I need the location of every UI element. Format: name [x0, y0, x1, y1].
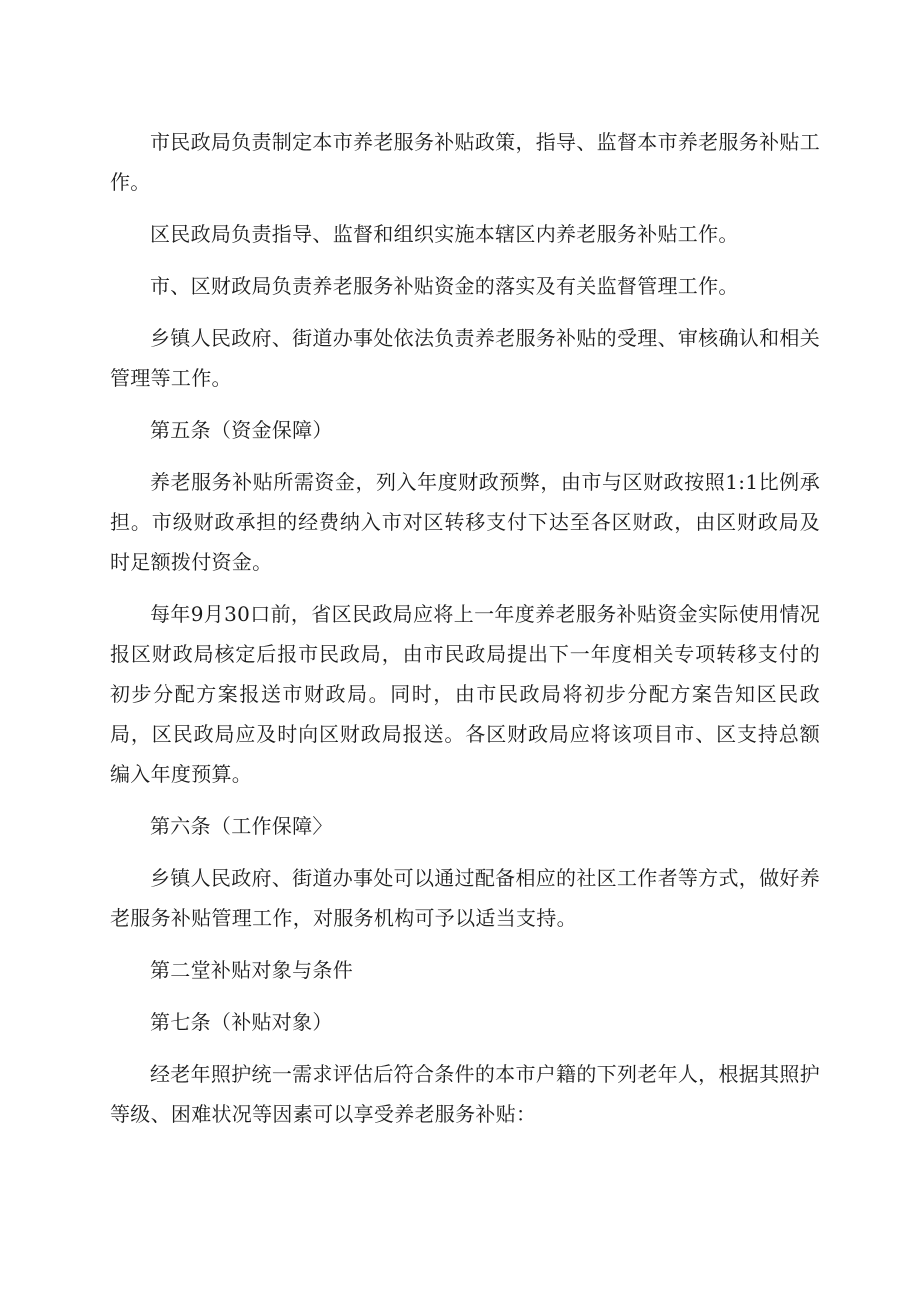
paragraph: 市民政局负责制定本市养老服务补贴政策，指导、监督本市养老服务补贴工作。 [110, 130, 820, 194]
paragraph: 市、区财政局负责养老服务补贴资金的落实及有关监督管理工作。 [150, 274, 739, 298]
chapter-heading: 第二堂补贴对象与条件 [150, 958, 353, 982]
paragraph: 经老年照护统一需求评估后符合条件的本市户籍的下列老年人，根据其照护等级、困难状况等因素可以享受养老服务补贴： [110, 1062, 820, 1126]
paragraph: 每年9月30口前，省区民政局应将上一年度养老服务补贴资金实际使用情况报区财政局核定后报市民政局，由市民政局提出下一年度相关专项转移支付的初步分配方案报送市财政局。同时，由市民政局将初步分配方案告知区民政局，区民政局应及时向区财政局报送。各区财政局应将该项目市、区支持总额编入年度预算。 [110, 602, 820, 786]
paragraph: 养老服务补贴所需资金，列入年度财政预弊，由市与区财政按照1:1比例承担。市级财政承担的经费纳入市对区转移支付下达至各区财政，由区财政局及时足额拨付资金。 [110, 470, 820, 574]
paragraph: 乡镇人民政府、街道办事处依法负责养老服务补贴的受理、审核确认和相关管理等工作。 [110, 326, 820, 390]
article-heading-7: 第七条（补贴对象） [150, 1010, 333, 1034]
document-body [110, 122, 820, 1146]
article-heading-5: 第五条（资金保障） [150, 418, 333, 442]
article-heading-6: 第六条（工作保障〉 [150, 814, 333, 838]
paragraph: 区民政局负责指导、监督和组织实施本辖区内养老服务补贴工作。 [150, 222, 739, 246]
paragraph: 乡镇人民政府、街道办事处可以通过配备相应的社区工作者等方式，做好养老服务补贴管理工作，对服务机构可予以适当支持。 [110, 866, 820, 930]
